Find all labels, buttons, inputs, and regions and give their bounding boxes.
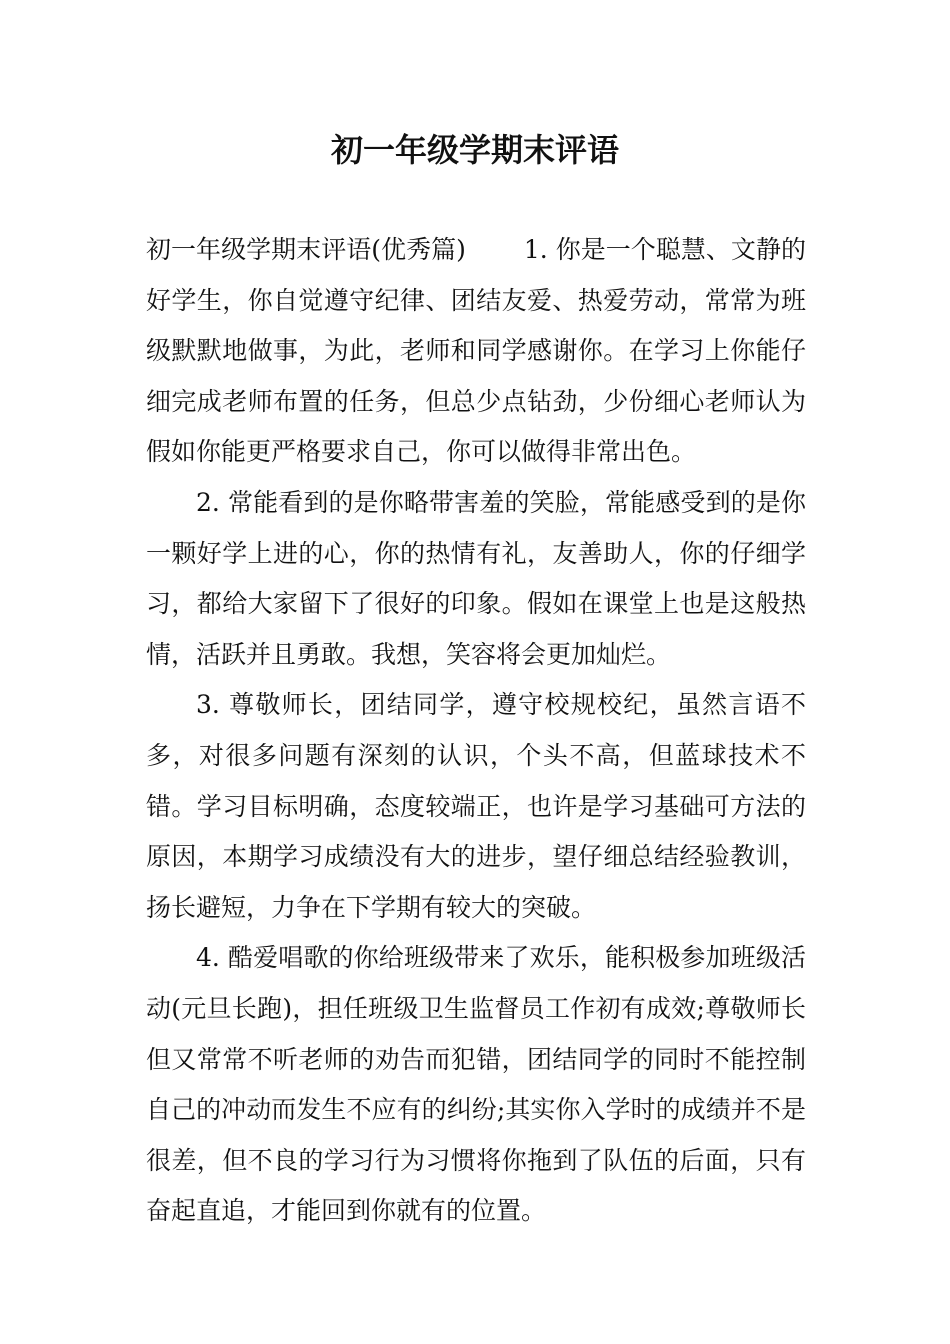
document-body	[146, 225, 806, 1237]
document-title: 初一年级学期末评语	[330, 131, 619, 169]
paragraph-1	[146, 225, 806, 478]
intro-heading: 初一年级学期末评语(优秀篇)	[146, 235, 466, 264]
paragraph-4: 4. 酷爱唱歌的你给班级带来了欢乐，能积极参加班级活动(元旦长跑)，担任班级卫生监督员工作初有成效;尊敬师长但又常常不听老师的劝告而犯错，团结同学的同时不能控制自己的冲动而发生不应有的纠纷;其实你入学时的成绩并不是很差，但不良的学习行为习惯将你拖到了队伍的后面，只有奋起直追，才能回到你就有的位置。	[146, 943, 806, 1226]
paragraph-2: 2. 常能看到的是你略带害羞的笑脸，常能感受到的是你一颗好学上进的心，你的热情有礼，友善助人，你的仔细学习，都给大家留下了很好的印象。假如在课堂上也是这般热情，活跃并且勇敢。我想，笑容将会更加灿烂。	[146, 487, 806, 669]
paragraph-3: 3. 尊敬师长，团结同学，遵守校规校纪，虽然言语不多，对很多问题有深刻的认识，个头不高，但蓝球技术不错。学习目标明确，态度较端正，也许是学习基础可方法的原因，本期学习成绩没有大的进步，望仔细总结经验教训，扬长避短，力争在下学期有较大的突破。	[146, 690, 806, 922]
paragraph-1-text: 1. 你是一个聪慧、文静的好学生，你自觉遵守纪律、团结友爱、热爱劳动，常常为班级默默地做事，为此，老师和同学感谢你。在学习上你能仔细完成老师布置的任务，但总少点钻劲，少份细心老师认为假如你能更严格要求自己，你可以做得非常出色。	[146, 235, 806, 467]
